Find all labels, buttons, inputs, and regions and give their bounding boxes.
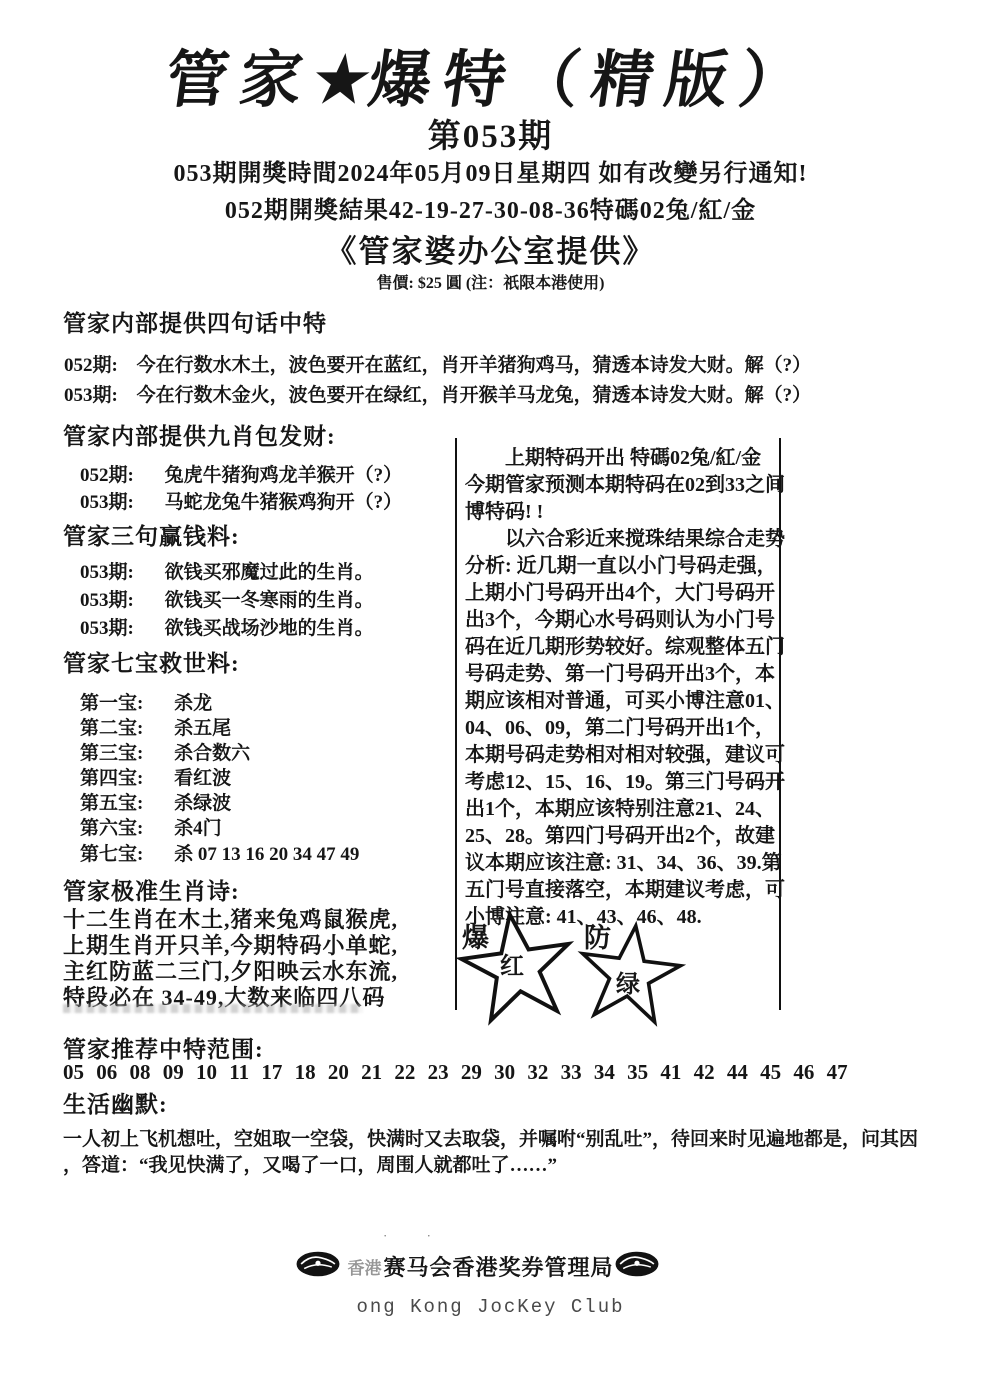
- footer-dots: · ·: [383, 1228, 449, 1243]
- star-burst-label: 爆: [462, 923, 489, 953]
- recommend-numbers: 05 06 08 09 10 11 17 18 20 21 22 23 29 30 32 33 34 35 41 42 44 45 46 47: [63, 1060, 848, 1084]
- poem-line: 主红防蓝二三门,夕阳映云水东流,: [63, 959, 399, 984]
- analysis-line: 考虑12、15、16、19。第三门号码开: [465, 771, 785, 793]
- footer-english-name: ong Kong JocKey Club: [356, 1296, 625, 1318]
- analysis-line: 上期小门号码开出4个，大门号码开: [465, 582, 775, 604]
- row-text: 今在行数木金火，波色要开在绿红，肖开猴羊马龙兔，猜透本诗发大财。解（?）: [136, 385, 812, 406]
- row-text: 欲钱买战场沙地的生肖。: [164, 618, 374, 639]
- analysis-line: 上期特码开出 特碼02兔/紅/金: [465, 447, 762, 469]
- analysis-line: 今期管家预测本期特码在02到33之间: [465, 474, 785, 496]
- analysis-line: 出1个，本期应该特别注意21、24、: [465, 798, 775, 820]
- poem-line: 特段必在 34-49,大数来临四八码: [63, 985, 386, 1010]
- footer-region-faint: 香港: [347, 1259, 382, 1278]
- row-text: 杀绿波: [174, 793, 232, 814]
- row-text: 杀五尾: [174, 718, 232, 739]
- three-money-row: [80, 557, 374, 584]
- analysis-line: 25、28。第四门号码开出2个，故建: [465, 825, 775, 847]
- issue-number: 第053期: [427, 119, 554, 155]
- treasure-row: [80, 763, 231, 790]
- analysis-line: 码在近几期形势较好。综观整体五门: [465, 636, 785, 658]
- green-star-icon: [574, 922, 686, 1024]
- poem-line: 上期生肖开只羊,今期特码小单蛇,: [63, 933, 399, 958]
- row-text: 杀合数六: [174, 743, 251, 764]
- section-header-seven-treasures: 管家七宝救世料:: [63, 651, 240, 676]
- star-red-text: 红: [500, 954, 524, 980]
- row-text: 兔虎牛猪狗鸡龙羊猴开（?）: [164, 465, 403, 486]
- section-header-four-sentences: 管家内部提供四句话中特: [63, 311, 327, 336]
- four-sentences-row: [64, 350, 811, 377]
- provider-line: 《管家婆办公室提供》: [325, 234, 656, 269]
- section-header-nine-zodiac: 管家内部提供九肖包发财:: [63, 424, 336, 449]
- analysis-line: 出3个，今期心水号码则认为小门号: [465, 609, 775, 631]
- analysis-line: 以六合彩近来搅珠结果综合走势: [465, 528, 785, 550]
- row-label: 053期:: [80, 562, 134, 583]
- treasure-row: [80, 688, 212, 715]
- row-label: 053期:: [80, 492, 134, 513]
- section-header-humor: 生活幽默:: [63, 1092, 168, 1117]
- humor-line: ，答道：“我见快满了，又喝了一口，周围人就都吐了……”: [63, 1155, 558, 1176]
- row-label: 052期:: [80, 465, 134, 486]
- row-text: 杀4门: [174, 818, 222, 839]
- three-money-row: [80, 613, 374, 640]
- page-title-right: 爆特（精版）: [364, 47, 819, 115]
- section-header-recommend-range: 管家推荐中特范围:: [63, 1037, 264, 1062]
- footer-logo-row: [0, 1248, 968, 1285]
- jockey-club-logo-icon: [614, 1248, 660, 1285]
- analysis-line: 期应该相对普通，可买小博注意01、: [465, 690, 785, 712]
- row-label: 第三宝:: [80, 743, 144, 764]
- jockey-club-logo-icon: [295, 1248, 341, 1285]
- row-text: 杀龙: [174, 693, 213, 714]
- section-header-three-money: 管家三句赢钱料:: [63, 524, 240, 549]
- star-icon: ★: [309, 47, 375, 115]
- row-label: 第一宝:: [80, 693, 144, 714]
- analysis-line: 号码走势、第一门号码开出3个，本: [465, 663, 775, 685]
- row-text: 马蛇龙兔牛猪猴鸡狗开（?）: [164, 492, 403, 513]
- star-guard-label: 防: [584, 923, 611, 953]
- treasure-row: [80, 738, 250, 765]
- analysis-line: 04、06、09，第二门号码开出1个，: [465, 717, 775, 739]
- nine-zodiac-row: [80, 460, 402, 487]
- four-sentences-row: [64, 380, 811, 407]
- price-line: 售價: $25 圓 (注：祇限本港使用): [376, 275, 605, 292]
- treasure-row: [80, 839, 359, 866]
- print-smudge-artifact: [63, 1004, 363, 1013]
- row-text: 欲钱买邪魔过此的生肖。: [164, 562, 374, 583]
- three-money-row: [80, 585, 374, 612]
- row-label: 第二宝:: [80, 718, 144, 739]
- analysis-line: 小博注意: 41、43、46、48.: [465, 906, 702, 928]
- section-header-zodiac-poem: 管家极准生肖诗:: [63, 879, 240, 904]
- nine-zodiac-row: [80, 487, 402, 514]
- row-label: 052期:: [64, 355, 118, 376]
- analysis-line: 本期号码走势相对相对较强，建议可: [465, 744, 785, 766]
- row-label: 第六宝:: [80, 818, 144, 839]
- page-title-left: 管家: [160, 47, 319, 115]
- row-label: 第七宝:: [80, 844, 144, 865]
- row-text: 看红波: [174, 768, 232, 789]
- row-text: 欲钱买一冬寒雨的生肖。: [164, 590, 374, 611]
- row-label: 第五宝:: [80, 793, 144, 814]
- row-label: 053期:: [64, 385, 118, 406]
- footer-organization: 赛马会香港奖券管理局: [383, 1255, 614, 1280]
- row-text: 今在行数水木土，波色要开在蓝红，肖开羊猪狗鸡马，猜透本诗发大财。解（?）: [136, 355, 812, 376]
- analysis-line: 分析: 近几期一直以小门号码走强，: [465, 555, 777, 577]
- row-label: 053期:: [80, 590, 134, 611]
- last-result-line: 052期開獎結果42-19-27-30-08-36特碼02兔/紅/金: [224, 198, 757, 224]
- red-star-icon: [456, 910, 578, 1022]
- row-text: 杀 07 13 16 20 34 47 49: [174, 844, 360, 865]
- analysis-line: 五门号直接落空，本期建议考虑，可: [465, 879, 785, 901]
- poem-line: 十二生肖在木土,猪来兔鸡鼠猴虎,: [63, 907, 399, 932]
- treasure-row: [80, 713, 231, 740]
- analysis-line: 议本期应该注意: 31、34、36、39.第: [465, 852, 782, 874]
- humor-line: 一人初上飞机想吐，空姐取一空袋，快满时又去取袋，并嘱咐“别乱吐”，待回来时见遍地都是，问其因: [63, 1129, 919, 1150]
- analysis-line: 博特码! !: [465, 501, 544, 523]
- treasure-row: [80, 813, 222, 840]
- row-label: 053期:: [80, 618, 134, 639]
- row-label: 第四宝:: [80, 768, 144, 789]
- draw-time-line: 053期開獎時間2024年05月09日星期四 如有改變另行通知!: [173, 161, 808, 187]
- page-title: [0, 30, 981, 119]
- star-green-text: 绿: [616, 972, 640, 998]
- treasure-row: [80, 788, 231, 815]
